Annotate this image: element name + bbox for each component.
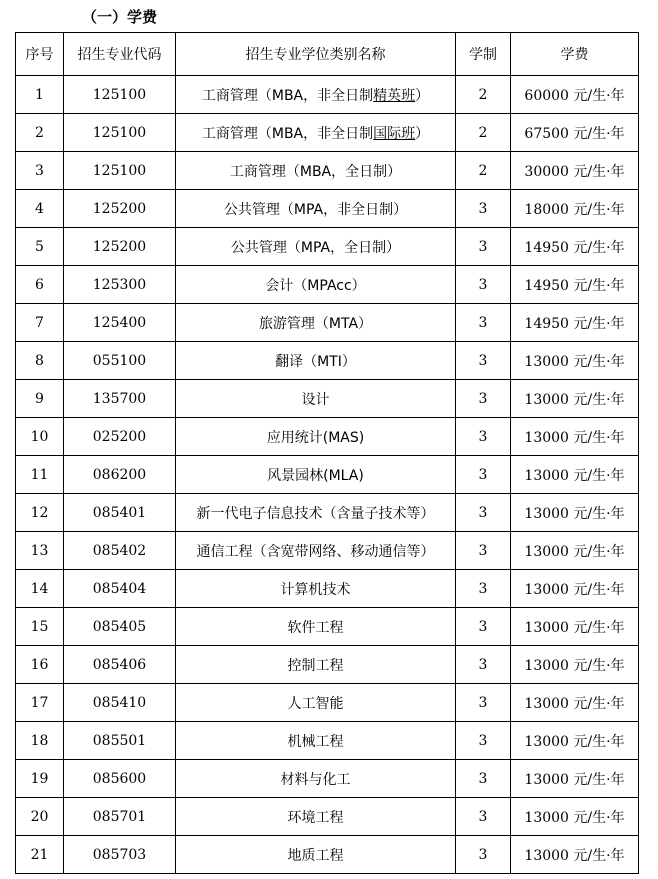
cell-name: 计算机技术 [176,570,456,608]
cell-fee: 14950 元/生·年 [511,228,639,266]
cell-code: 125100 [64,152,176,190]
cell-name: 旅游管理（MTA） [176,304,456,342]
cell-no: 6 [16,266,64,304]
cell-no: 16 [16,646,64,684]
cell-code: 125400 [64,304,176,342]
cell-name: 新一代电子信息技术（含量子技术等） [176,494,456,532]
table-row [16,798,639,836]
cell-code: 125200 [64,228,176,266]
cell-no: 1 [16,76,64,114]
cell-name: 通信工程（含宽带网络、移动通信等） [176,532,456,570]
cell-years: 3 [456,836,511,874]
cell-fee: 60000 元/生·年 [511,76,639,114]
cell-fee: 13000 元/生·年 [511,494,639,532]
cell-code: 085406 [64,646,176,684]
cell-no: 2 [16,114,64,152]
cell-name: 软件工程 [176,608,456,646]
cell-fee: 13000 元/生·年 [511,342,639,380]
cell-years: 3 [456,342,511,380]
tuition-table [15,32,639,874]
cell-fee: 13000 元/生·年 [511,570,639,608]
cell-name [176,114,456,152]
cell-code: 055100 [64,342,176,380]
cell-name: 环境工程 [176,798,456,836]
cell-no: 5 [16,228,64,266]
cell-fee: 13000 元/生·年 [511,608,639,646]
cell-fee: 67500 元/生·年 [511,114,639,152]
cell-years: 3 [456,608,511,646]
table-row [16,456,639,494]
table-row [16,304,639,342]
cell-fee: 13000 元/生·年 [511,722,639,760]
cell-fee: 13000 元/生·年 [511,418,639,456]
cell-no: 19 [16,760,64,798]
section-heading: （一）学费 [82,8,158,26]
cell-name: 会计（MPAcc） [176,266,456,304]
cell-code: 085404 [64,570,176,608]
cell-years: 3 [456,380,511,418]
cell-years: 3 [456,304,511,342]
cell-fee: 18000 元/生·年 [511,190,639,228]
cell-years: 3 [456,684,511,722]
cell-no: 12 [16,494,64,532]
cell-name: 工商管理（MBA，全日制） [176,152,456,190]
table-row [16,646,639,684]
table-row [16,266,639,304]
cell-name: 应用统计(MAS) [176,418,456,456]
cell-name: 控制工程 [176,646,456,684]
cell-no: 4 [16,190,64,228]
cell-name: 公共管理（MPA，全日制） [176,228,456,266]
table-row [16,114,639,152]
cell-years: 3 [456,798,511,836]
table-row [16,418,639,456]
table-row [16,760,639,798]
header-code: 招生专业代码 [64,33,176,76]
cell-years: 3 [456,456,511,494]
table-header-row [16,33,639,76]
cell-years: 3 [456,532,511,570]
cell-years: 2 [456,114,511,152]
cell-fee: 30000 元/生·年 [511,152,639,190]
table-row [16,380,639,418]
cell-code: 125100 [64,114,176,152]
cell-code: 085501 [64,722,176,760]
cell-no: 14 [16,570,64,608]
name-text: 工商管理（MBA，非全日制 [201,87,374,104]
table-row [16,228,639,266]
name-tail-text: ） [415,87,430,104]
cell-years: 3 [456,646,511,684]
table-row [16,570,639,608]
cell-name: 机械工程 [176,722,456,760]
cell-no: 3 [16,152,64,190]
table-row [16,342,639,380]
cell-code: 085405 [64,608,176,646]
table-row [16,532,639,570]
cell-fee: 13000 元/生·年 [511,798,639,836]
cell-years: 3 [456,570,511,608]
cell-years: 3 [456,760,511,798]
table-row [16,836,639,874]
cell-years: 3 [456,722,511,760]
table-row [16,494,639,532]
cell-fee: 14950 元/生·年 [511,266,639,304]
cell-years: 3 [456,266,511,304]
cell-years: 3 [456,494,511,532]
cell-code: 085701 [64,798,176,836]
cell-years: 2 [456,152,511,190]
cell-no: 17 [16,684,64,722]
cell-code: 025200 [64,418,176,456]
header-years: 学制 [456,33,511,76]
cell-code: 125100 [64,76,176,114]
cell-name: 公共管理（MPA，非全日制） [176,190,456,228]
cell-name: 翻译（MTI） [176,342,456,380]
cell-name [176,76,456,114]
cell-code: 086200 [64,456,176,494]
name-underlined-text: 精英班 [373,87,416,104]
cell-code: 085401 [64,494,176,532]
header-fee: 学费 [511,33,639,76]
cell-fee: 13000 元/生·年 [511,456,639,494]
cell-fee: 13000 元/生·年 [511,836,639,874]
cell-fee: 13000 元/生·年 [511,760,639,798]
cell-code: 085600 [64,760,176,798]
cell-no: 13 [16,532,64,570]
cell-no: 18 [16,722,64,760]
table-row [16,190,639,228]
cell-no: 10 [16,418,64,456]
cell-code: 125200 [64,190,176,228]
cell-fee: 13000 元/生·年 [511,684,639,722]
table-body [16,76,639,874]
cell-name: 风景园林(MLA) [176,456,456,494]
cell-fee: 13000 元/生·年 [511,380,639,418]
cell-years: 3 [456,228,511,266]
cell-name: 地质工程 [176,836,456,874]
cell-fee: 14950 元/生·年 [511,304,639,342]
cell-fee: 13000 元/生·年 [511,532,639,570]
cell-years: 2 [456,76,511,114]
cell-years: 3 [456,418,511,456]
cell-no: 21 [16,836,64,874]
cell-no: 7 [16,304,64,342]
cell-fee: 13000 元/生·年 [511,646,639,684]
cell-code: 085703 [64,836,176,874]
cell-code: 125300 [64,266,176,304]
cell-code: 085410 [64,684,176,722]
header-name: 招生专业学位类别名称 [176,33,456,76]
name-text: 工商管理（MBA，非全日制 [201,125,374,142]
table-row [16,76,639,114]
cell-code: 085402 [64,532,176,570]
cell-no: 8 [16,342,64,380]
table-row [16,684,639,722]
table-row [16,722,639,760]
table-row [16,608,639,646]
cell-no: 15 [16,608,64,646]
cell-name: 设计 [176,380,456,418]
cell-no: 20 [16,798,64,836]
name-tail-text: ） [415,125,430,142]
header-no: 序号 [16,33,64,76]
cell-name: 材料与化工 [176,760,456,798]
cell-years: 3 [456,190,511,228]
cell-no: 11 [16,456,64,494]
table-row [16,152,639,190]
cell-name: 人工智能 [176,684,456,722]
cell-no: 9 [16,380,64,418]
cell-code: 135700 [64,380,176,418]
name-underlined-text: 国际班 [373,125,416,142]
